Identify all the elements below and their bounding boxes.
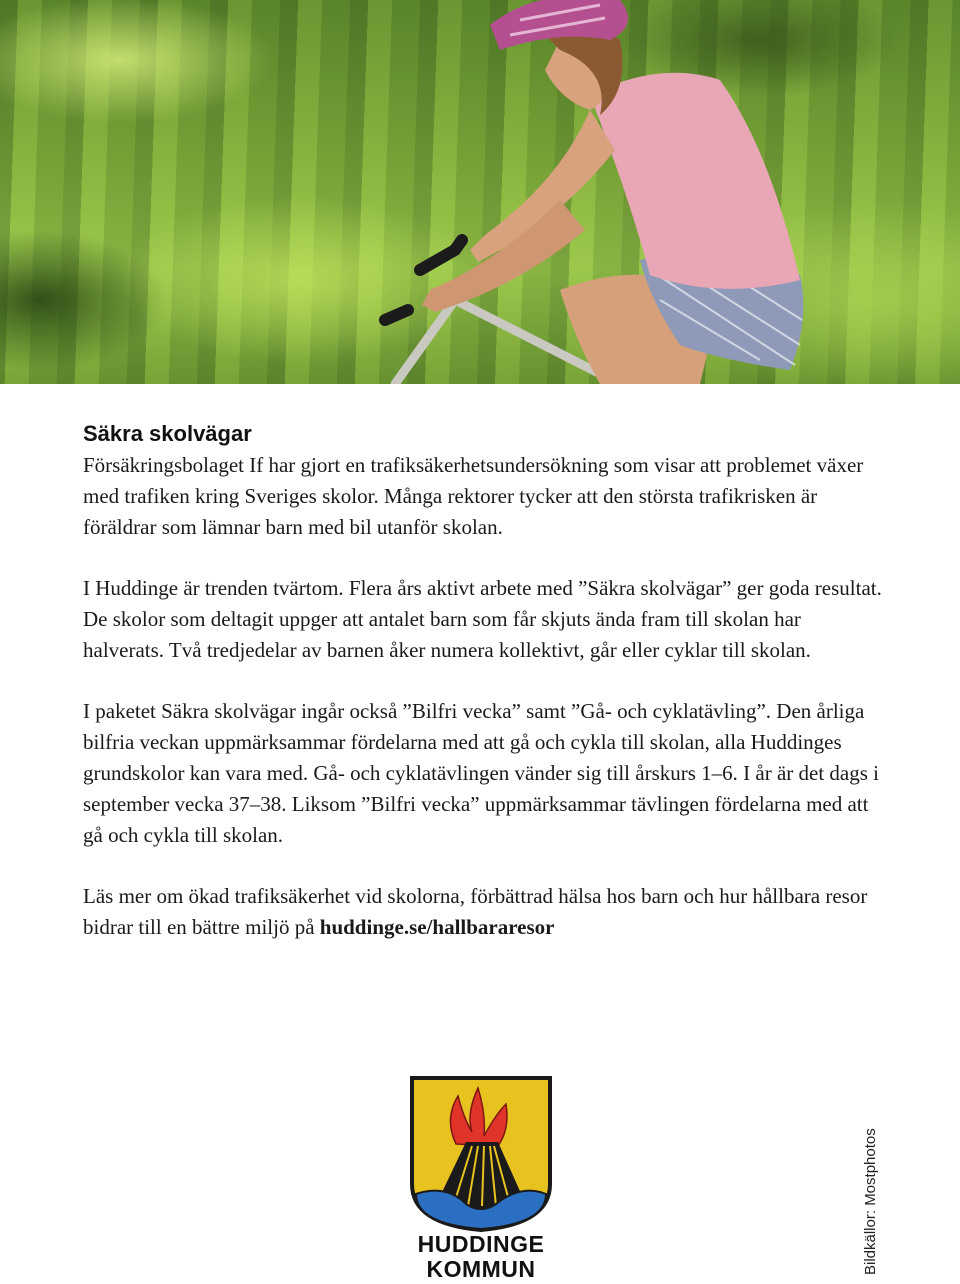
article: [83, 418, 883, 973]
municipality-name-line2: KOMMUN: [426, 1256, 536, 1282]
paragraph-package: I paketet Säkra skolvägar ingår också ”Bilfri vecka” samt ”Gå- och cyklatävling”. Den årliga bilfria veckan uppmärksammar fördelarna med att gå och cykla till skolan, alla Huddinges grundskolor kan vara med. Gå- och cyklatävlingen vänder sig till årskurs 1–6. I år är det dags i september vecka 37–38. Liksom ”Bilfri vecka” uppmärksammar tävlingen fördelarna med att gå och cykla till skolan.: [83, 699, 880, 847]
cyclist-illustration: [0, 0, 960, 384]
read-more-text: Läs mer om ökad trafiksäkerhet vid skolorna, förbättrad hälsa hos barn och hur hållbara resor bidrar till en bättre miljö på: [83, 884, 868, 939]
paragraph-survey: Försäkringsbolaget If har gjort en trafiksäkerhetsundersökning som visar att problemet växer med trafiken kring Sveriges skolor. Många rektorer tycker att den största trafikrisken är föräldrar som lämnar barn med bil utanför skolan.: [83, 453, 864, 539]
website-link[interactable]: huddinge.se/hallbararesor: [319, 915, 555, 939]
paragraph-read-more: [83, 881, 883, 943]
paragraph-huddinge-trend: I Huddinge är trenden tvärtom. Flera års aktivt arbete med ”Säkra skolvägar” ger goda resultat. De skolor som deltagit uppger att antalet barn som får skjuts ända fram till skolan har halverats. Två tredjedelar av barnen åker numera kollektivt, går eller cyklar till skolan.: [83, 576, 882, 662]
image-credit: Bildkällor: Mostphotos: [862, 1128, 879, 1275]
hero-photo: [0, 0, 960, 384]
article-title: Säkra skolvägar: [83, 421, 252, 446]
municipality-name: [396, 1232, 566, 1282]
municipality-name-line1: HUDDINGE: [417, 1231, 545, 1257]
